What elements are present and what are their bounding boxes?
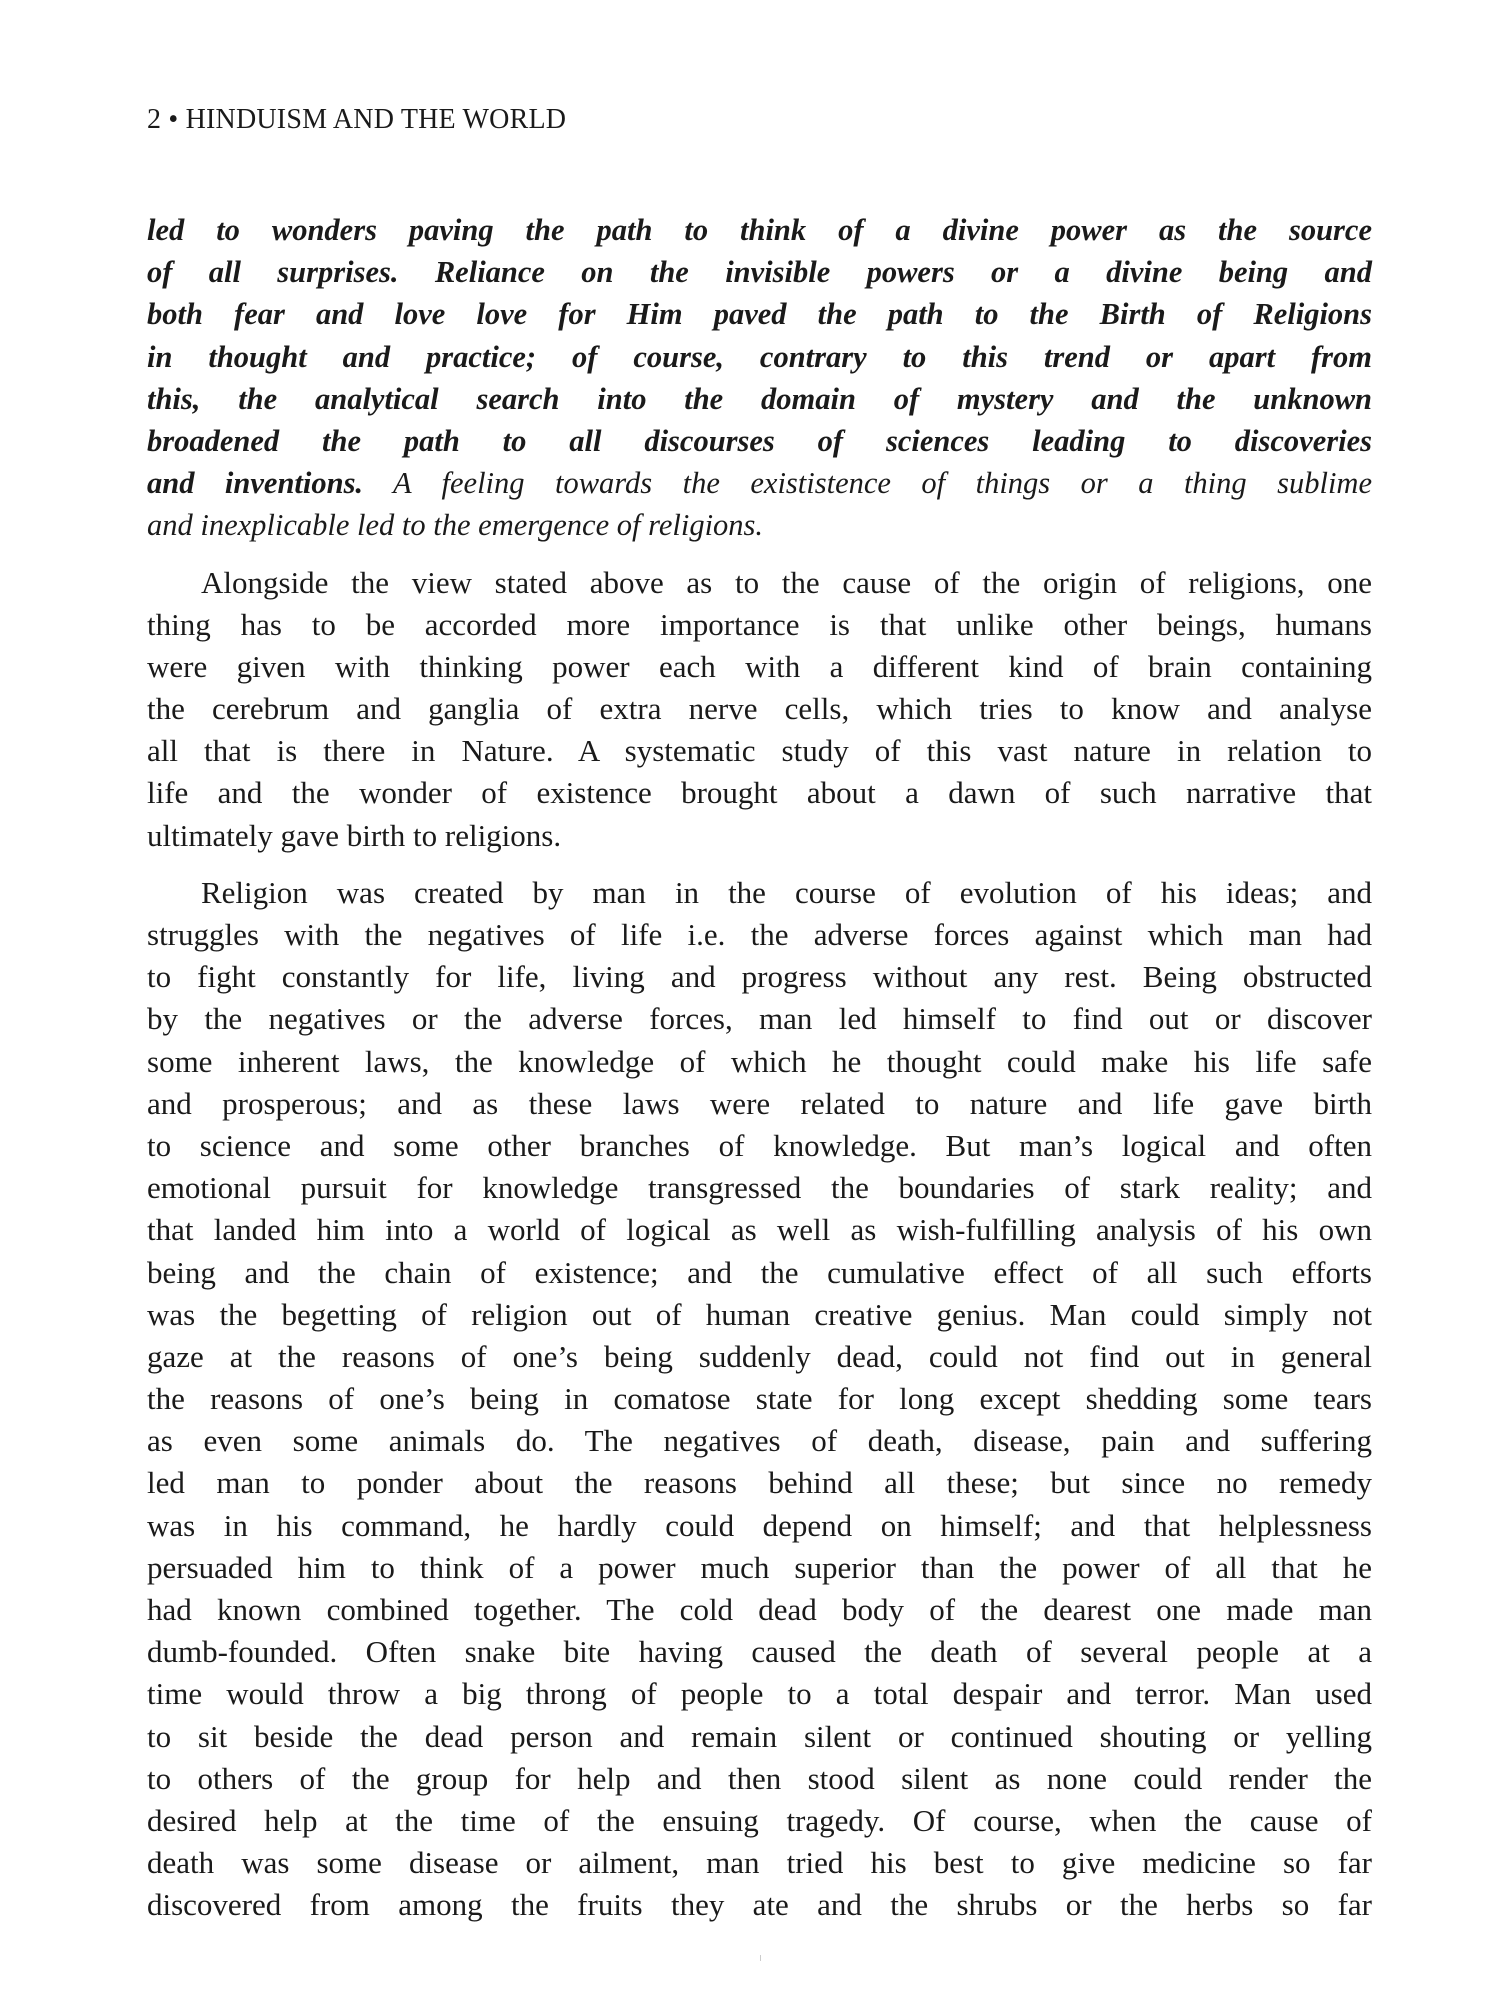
scan-speck xyxy=(760,1955,761,1961)
text-line: that landed him into a world of logical as well as wish-fulfilling analysis of his own xyxy=(147,1212,1372,1248)
text-line: discovered from among the fruits they ate and the shrubs or the herbs so far xyxy=(147,1887,1372,1923)
text-line: the reasons of one’s being in comatose state for long except shedding some tears xyxy=(147,1381,1372,1417)
bold-italic-text: and inventions. xyxy=(147,466,364,501)
italic-text: A feeling towards the exististence of things or a thing sublime xyxy=(363,466,1372,501)
text-line: led man to ponder about the reasons behind all these; but since no remedy xyxy=(147,1465,1372,1501)
text-line: struggles with the negatives of life i.e. the adverse forces against which man had xyxy=(147,917,1372,952)
text-line xyxy=(147,336,1372,378)
text-line: to others of the group for help and then stood silent as none could render the xyxy=(147,1760,1372,1796)
text-line: dumb-founded. Often snake bite having caused the death of several people at a xyxy=(147,1634,1372,1670)
text-line: time would throw a big throng of people to a total despair and terror. Man used xyxy=(147,1676,1372,1712)
bold-italic-text: of all surprises. Reliance on the invisible powers or a divine being and xyxy=(147,255,1372,290)
body-text xyxy=(147,209,1372,1942)
text-line: was in his command, he hardly could depend on himself; and that helplessness xyxy=(147,1507,1372,1543)
text-line: by the negatives or the adverse forces, man led himself to find out or discover xyxy=(147,1001,1372,1037)
text-line: some inherent laws, the knowledge of which he thought could make his life safe xyxy=(147,1043,1372,1079)
bold-italic-text: broadened the path to all discourses of sciences leading to discoveries xyxy=(147,423,1372,458)
text-line: persuaded him to think of a power much superior than the power of all that he xyxy=(147,1549,1372,1585)
text-line: as even some animals do. The negatives of death, disease, pain and suffering xyxy=(147,1423,1372,1459)
text-line xyxy=(147,251,1372,293)
text-line: the cerebrum and ganglia of extra nerve cells, which tries to know and analyse xyxy=(147,691,1372,727)
text-line xyxy=(147,209,1372,251)
text-line: and prosperous; and as these laws were related to nature and life gave birth xyxy=(147,1085,1372,1121)
text-line: being and the chain of existence; and the cumulative effect of all such efforts xyxy=(147,1254,1372,1290)
text-line: were given with thinking power each with a different kind of brain containing xyxy=(147,648,1372,684)
text-line xyxy=(147,293,1372,335)
text-line xyxy=(147,420,1372,462)
italic-text: and inexplicable led to the emergence of religions. xyxy=(147,508,764,543)
text-line: death was some disease or ailment, man tried his best to give medicine so far xyxy=(147,1845,1372,1881)
bold-italic-text: in thought and practice; of course, contrary to this trend or apart from xyxy=(147,339,1372,374)
text-line: Religion was created by man in the course of evolution of his ideas; and xyxy=(201,874,1372,910)
text-line: to fight constantly for life, living and progress without any rest. Being obstructed xyxy=(147,959,1372,995)
text-line: life and the wonder of existence brought about a dawn of such narrative that xyxy=(147,775,1372,811)
text-line: Alongside the view stated above as to the cause of the origin of religions, one xyxy=(201,564,1372,600)
text-line: to science and some other branches of knowledge. But man’s logical and often xyxy=(147,1127,1372,1163)
text-line: was the begetting of religion out of human creative genius. Man could simply not xyxy=(147,1296,1372,1332)
text-line: desired help at the time of the ensuing tragedy. Of course, when the cause of xyxy=(147,1802,1372,1838)
text-line: to sit beside the dead person and remain silent or continued shouting or yelling xyxy=(147,1718,1372,1754)
text-line: all that is there in Nature. A systematic study of this vast nature in relation to xyxy=(147,733,1372,769)
paragraph-1 xyxy=(147,209,1372,547)
text-line xyxy=(147,504,1372,546)
text-line: emotional pursuit for knowledge transgressed the boundaries of stark reality; and xyxy=(147,1170,1372,1206)
paragraph-3 xyxy=(147,872,1372,1927)
text-line: ultimately gave birth to religions. xyxy=(147,817,562,853)
text-line xyxy=(147,378,1372,420)
text-line: gaze at the reasons of one’s being suddenly dead, could not find out in general xyxy=(147,1338,1372,1374)
running-head: 2 • HINDUISM AND THE WORLD xyxy=(147,104,567,135)
bold-italic-text: this, the analytical search into the domain of mystery and the unknown xyxy=(147,381,1372,416)
text-line xyxy=(147,462,1372,504)
bold-italic-text: led to wonders paving the path to think of a divine power as the source xyxy=(147,213,1372,247)
text-line: had known combined together. The cold dead body of the dearest one made man xyxy=(147,1592,1372,1627)
bold-italic-text: both fear and love love for Him paved the path to the Birth of Religions xyxy=(147,297,1372,332)
paragraph-2 xyxy=(147,562,1372,857)
text-line: thing has to be accorded more importance is that unlike other beings, humans xyxy=(147,606,1372,642)
